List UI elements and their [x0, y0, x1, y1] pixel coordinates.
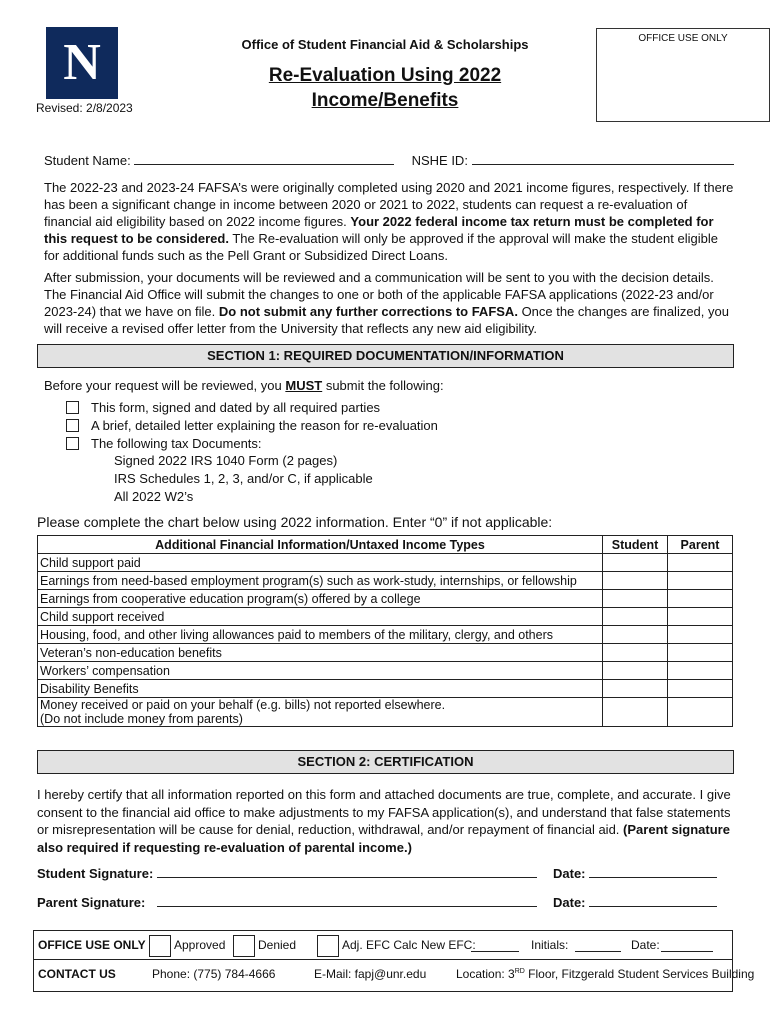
- parent-amount-cell[interactable]: [668, 644, 733, 662]
- checklist-item-label: The following tax Documents:: [91, 435, 262, 451]
- parent-date-label: Date:: [553, 895, 586, 910]
- certification-body: I hereby certify that all information reported on this form and attached documents are true, complete, and accurate. I give consent to the financial aid office to make adjustments to my FAFSA application(s), and understand that false statements or misrepresentation will be cause for denial, reduction, withdrawal, and/or repayment of financial aid.: [37, 787, 731, 837]
- student-signature-label: Student Signature:: [37, 866, 154, 881]
- income-type-cell: Veteran’s non-education benefits: [38, 644, 603, 662]
- student-amount-cell[interactable]: [603, 626, 668, 644]
- intro-p1-bold: Your 2022 federal income tax return must be completed for this request to be considered.: [44, 214, 714, 246]
- office-name: Office of Student Financial Aid & Scholarships: [241, 37, 529, 52]
- income-type-cell: [38, 698, 603, 727]
- contact-email[interactable]: E-Mail: fapj@unr.edu: [314, 967, 427, 981]
- table-row: [38, 698, 733, 727]
- student-name-field[interactable]: [134, 164, 394, 165]
- parent-amount-cell[interactable]: [668, 698, 733, 727]
- intro-p2-text: After submission, your documents will be reviewed and a communication will be sent to you with the decision details. The Financial Aid Office will submit the changes to one or both of the applicable FAFSA applications (2022-23 and/or 2023-24) that we have on file.: [44, 270, 714, 319]
- checkbox[interactable]: [66, 401, 79, 414]
- denied-checkbox[interactable]: [233, 935, 255, 957]
- column-header-parent: Parent: [668, 536, 733, 554]
- student-info-fields: [44, 153, 744, 168]
- initials-label: Initials:: [531, 938, 569, 952]
- income-type-cell: Earnings from need-based employment program(s) such as work-study, internships, or fellowship: [38, 572, 603, 590]
- intro-p2-bold: Do not submit any further corrections to FAFSA.: [218, 304, 518, 319]
- parent-amount-cell[interactable]: [668, 662, 733, 680]
- intro-p2-text-2: Once the changes are finalized, you will receive a revised offer letter from the University that reflects any new aid eligibility.: [44, 304, 729, 336]
- student-date-field[interactable]: [589, 877, 717, 878]
- income-type-cell: Child support received: [38, 608, 603, 626]
- checklist-item: [66, 398, 380, 416]
- contact-location: [456, 967, 754, 981]
- parent-amount-cell[interactable]: [668, 572, 733, 590]
- parent-date-field[interactable]: [589, 906, 717, 907]
- column-header-type: Additional Financial Information/Untaxed Income Types: [38, 536, 603, 554]
- student-amount-cell[interactable]: [603, 644, 668, 662]
- adj-efc-label: Adj. EFC Calc: [342, 938, 418, 952]
- nshe-id-field[interactable]: [472, 164, 734, 165]
- requirements-intro-text-2: submit the following:: [325, 378, 444, 393]
- section-2-header: SECTION 2: CERTIFICATION: [37, 750, 734, 774]
- income-type-line: Money received or paid on your behalf (e.g. bills) not reported elsewhere.: [40, 698, 446, 712]
- parent-amount-cell[interactable]: [668, 680, 733, 698]
- parent-amount-cell[interactable]: [668, 590, 733, 608]
- office-use-label: OFFICE USE ONLY: [38, 938, 146, 952]
- table-row: [38, 680, 733, 698]
- parent-signature-row: [37, 895, 537, 910]
- checklist-item-label: This form, signed and dated by all required parties: [91, 399, 381, 415]
- requirements-must: MUST: [285, 378, 323, 393]
- income-type-cell: Workers’ compensation: [38, 662, 603, 680]
- table-row: [38, 644, 733, 662]
- table-row: [38, 626, 733, 644]
- certification-text: [37, 786, 737, 856]
- initials-field[interactable]: [575, 951, 621, 952]
- checklist-item: [66, 416, 438, 434]
- contact-phone: Phone: (775) 784-4666: [152, 967, 276, 981]
- denied-label: Denied: [258, 938, 297, 952]
- office-use-row: [34, 931, 732, 960]
- table-row: [38, 554, 733, 572]
- office-use-box-label: OFFICE USE ONLY: [638, 33, 728, 44]
- checklist-item: [66, 434, 262, 452]
- parent-amount-cell[interactable]: [668, 626, 733, 644]
- student-date-row: [553, 866, 717, 881]
- contact-location-superscript: RD: [514, 968, 525, 975]
- table-row: [38, 572, 733, 590]
- approved-checkbox[interactable]: [149, 935, 171, 957]
- form-title-line2: Income/Benefits: [311, 90, 459, 111]
- student-signature-row: [37, 866, 537, 881]
- tax-document-item: Signed 2022 IRS 1040 Form (2 pages): [114, 453, 338, 468]
- student-date-label: Date:: [553, 866, 586, 881]
- contact-label: CONTACT US: [38, 967, 116, 981]
- student-amount-cell[interactable]: [603, 554, 668, 572]
- parent-signature-field[interactable]: [157, 906, 537, 907]
- student-name-label: Student Name:: [44, 153, 131, 168]
- checkbox[interactable]: [66, 419, 79, 432]
- intro-paragraph-2: [44, 269, 734, 337]
- tax-document-item: IRS Schedules 1, 2, 3, and/or C, if applicable: [114, 471, 373, 486]
- form-title-line1: Re-Evaluation Using 2022: [268, 65, 502, 86]
- student-amount-cell[interactable]: [603, 698, 668, 727]
- intro-p1-text: The 2022-23 and 2023-24 FAFSA’s were originally completed using 2020 and 2021 income figures, respectively. If there has been a significant change in income between 2020 or 2021 to 2022, students can request a re-evaluation of financial aid eligibility based on 2022 income figures.: [44, 180, 734, 229]
- checkbox[interactable]: [66, 437, 79, 450]
- student-amount-cell[interactable]: [603, 680, 668, 698]
- student-amount-cell[interactable]: [603, 590, 668, 608]
- table-row: [38, 590, 733, 608]
- section-1-header: SECTION 1: REQUIRED DOCUMENTATION/INFORMATION: [37, 344, 734, 368]
- untaxed-income-table: [37, 535, 733, 727]
- office-use-contact-box: [33, 930, 755, 992]
- certification-note: (Parent signature also required if requesting re-evaluation of parental income.): [37, 822, 730, 855]
- intro-paragraph-1: [44, 179, 734, 264]
- intro-p1-text-2: The Re-evaluation will only be approved if the approval will make the student eligible for additional funds such as the Pell Grant or Subsidized Direct Loans.: [44, 231, 718, 263]
- column-header-student: Student: [603, 536, 668, 554]
- approved-label: Approved: [174, 938, 226, 952]
- nshe-id-label: NSHE ID:: [411, 153, 468, 168]
- office-date-field[interactable]: [661, 951, 713, 952]
- contact-location-text: Location: 3: [456, 967, 515, 981]
- checklist-item-label: A brief, detailed letter explaining the reason for re-evaluation: [91, 417, 438, 433]
- requirements-intro-text: Before your request will be reviewed, you: [44, 378, 282, 393]
- student-amount-cell[interactable]: [603, 662, 668, 680]
- student-amount-cell[interactable]: [603, 572, 668, 590]
- parent-amount-cell[interactable]: [668, 554, 733, 572]
- income-type-cell: Earnings from cooperative education program(s) offered by a college: [38, 590, 603, 608]
- contact-row: [34, 960, 755, 988]
- new-efc-field[interactable]: [471, 951, 519, 952]
- requirements-intro: [44, 378, 444, 393]
- new-efc-label: New EFC:: [421, 938, 476, 952]
- revised-date: Revised: 2/8/2023: [36, 101, 133, 115]
- income-type-note: (Do not include money from parents): [40, 712, 243, 726]
- income-type-cell: Disability Benefits: [38, 680, 603, 698]
- income-type-cell: Child support paid: [38, 554, 603, 572]
- office-use-box: [596, 28, 770, 122]
- logo-letter: N: [63, 34, 101, 91]
- student-signature-field[interactable]: [157, 877, 537, 878]
- income-type-cell: Housing, food, and other living allowances paid to members of the military, clergy, and others: [38, 626, 603, 644]
- table-row: [38, 662, 733, 680]
- parent-amount-cell[interactable]: [668, 608, 733, 626]
- parent-date-row: [553, 895, 717, 910]
- office-date-label: Date:: [631, 938, 660, 952]
- contact-location-text-2: Floor, Fitzgerald Student Services Building: [524, 967, 755, 981]
- chart-instructions: Please complete the chart below using 2022 information. Enter “0” if not applicable:: [37, 514, 553, 530]
- table-row: [38, 608, 733, 626]
- parent-signature-label: Parent Signature:: [37, 895, 146, 910]
- adj-efc-checkbox[interactable]: [317, 935, 339, 957]
- student-amount-cell[interactable]: [603, 608, 668, 626]
- tax-document-item: All 2022 W2’s: [114, 489, 194, 504]
